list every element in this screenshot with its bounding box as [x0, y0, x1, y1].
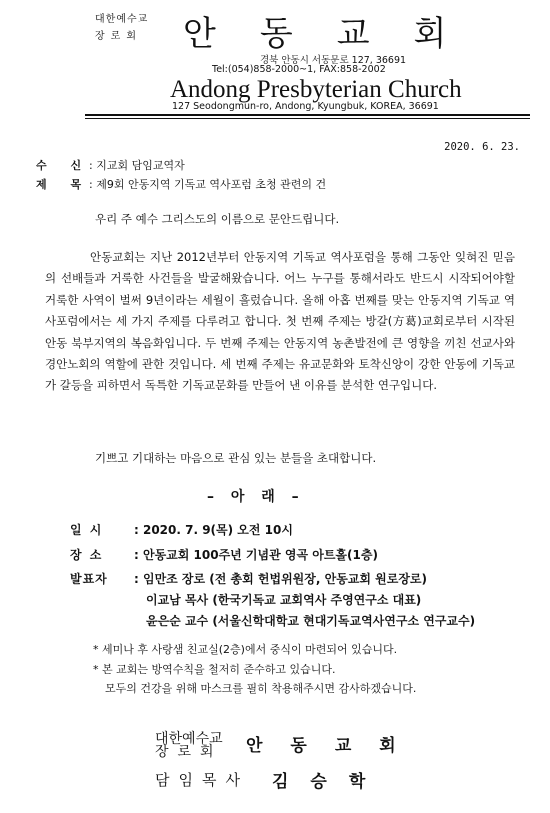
notice-title: – 아 래 –	[207, 489, 305, 505]
note-mask: 모두의 건강을 위해 마스크를 필히 착용해주시면 감사하겠습니다.	[105, 682, 417, 695]
letterhead-church-name-kr: 안동교회	[183, 14, 491, 54]
note-safety: * 본 교회는 방역수칙을 철저히 준수하고 있습니다.	[93, 663, 336, 676]
place-label: 장 소	[70, 548, 104, 562]
speaker-2: 이교남 목사 (한국기독교 교회역사 주영연구소 대표)	[146, 593, 422, 607]
invitation-line: 기쁘고 기대하는 마음으로 관심 있는 분들을 초대합니다.	[95, 451, 377, 465]
time-value: : 2020. 7. 9(목) 오전 10시	[134, 523, 293, 537]
place-value: : 안동교회 100주년 기념관 영곡 아트홀(1층)	[134, 548, 378, 562]
signature-church-name: 안동교회	[246, 736, 424, 756]
signature-title: 담임목사	[155, 771, 249, 789]
speakers-label: 발표자	[70, 572, 108, 586]
letterhead-divider-thin	[85, 118, 530, 119]
letterhead-phone-fax: Tel:(054)858-2000~1, FAX:858-2002	[212, 64, 386, 75]
subject-label: 제 목	[36, 178, 92, 191]
recipient-value: : 지교회 담임교역자	[89, 159, 185, 172]
signature-denomination-line1: 대한예수교	[155, 731, 223, 747]
time-label: 일 시	[70, 523, 104, 537]
signature-denomination-line2: 장로회	[155, 744, 223, 760]
letterhead-address-en: 127 Seodongmun-ro, Andong, Kyungbuk, KOREA, 36691	[172, 101, 439, 112]
letter-date: 2020. 6. 23.	[444, 141, 520, 153]
letterhead-denomination-line1: 대한예수교	[95, 14, 149, 25]
recipient-label: 수 신	[36, 159, 92, 172]
letterhead-denomination-line2: 장로회	[95, 31, 142, 42]
letterhead-divider-thick	[85, 114, 530, 116]
body-paragraph: 안동교회는 지난 2012년부터 안동지역 기독교 역사포럼을 통해 그동안 잊혀진 믿음의 선배들과 거룩한 사건들을 발굴해왔습니다. 어느 누구를 통해서라도 반드시 시작되어야할 거룩한 사역이 벌써 9년이라는 세월이 흘렀습니다. 올해 아홉 번째를 맞는 안동지역 기독교 역사포럼에서는 세 가지 주제를 다루려고 합니다. 첫 번째 주제는 방갈(方葛)교회로부터 시작된 안동 북부지역의 복음화입니다. 두 번째 주제는 안동지역 농촌발전에 큰 영향을 끼친 선교사와 경안노회의 역할에 관한 것입니다. 세 번째 주제는 유교문화와 토착신앙이 강한 안동에 기독교가 갈등을 피하면서 독특한 기독교문화를 만들어 낸 이유를 분석한 연구입니다.	[45, 250, 515, 393]
letterhead-church-name-en: Andong Presbyterian Church	[170, 76, 462, 103]
letterhead-address-kr: 경북 안동시 서동문로 127, 36691	[260, 55, 407, 66]
speaker-1: : 임만조 장로 (전 총회 헌법위원장, 안동교회 원로장로)	[134, 572, 428, 586]
speaker-3: 윤은순 교수 (서울신학대학교 현대기독교역사연구소 연구교수)	[146, 614, 476, 628]
note-lunch: * 세미나 후 사랑샘 친교실(2층)에서 중식이 마련되어 있습니다.	[93, 643, 398, 656]
greeting: 우리 주 예수 그리스도의 이름으로 문안드립니다.	[95, 212, 340, 226]
subject-value: : 제9회 안동지역 기독교 역사포럼 초청 관련의 건	[89, 178, 327, 191]
signature-name: 김승학	[272, 772, 388, 792]
